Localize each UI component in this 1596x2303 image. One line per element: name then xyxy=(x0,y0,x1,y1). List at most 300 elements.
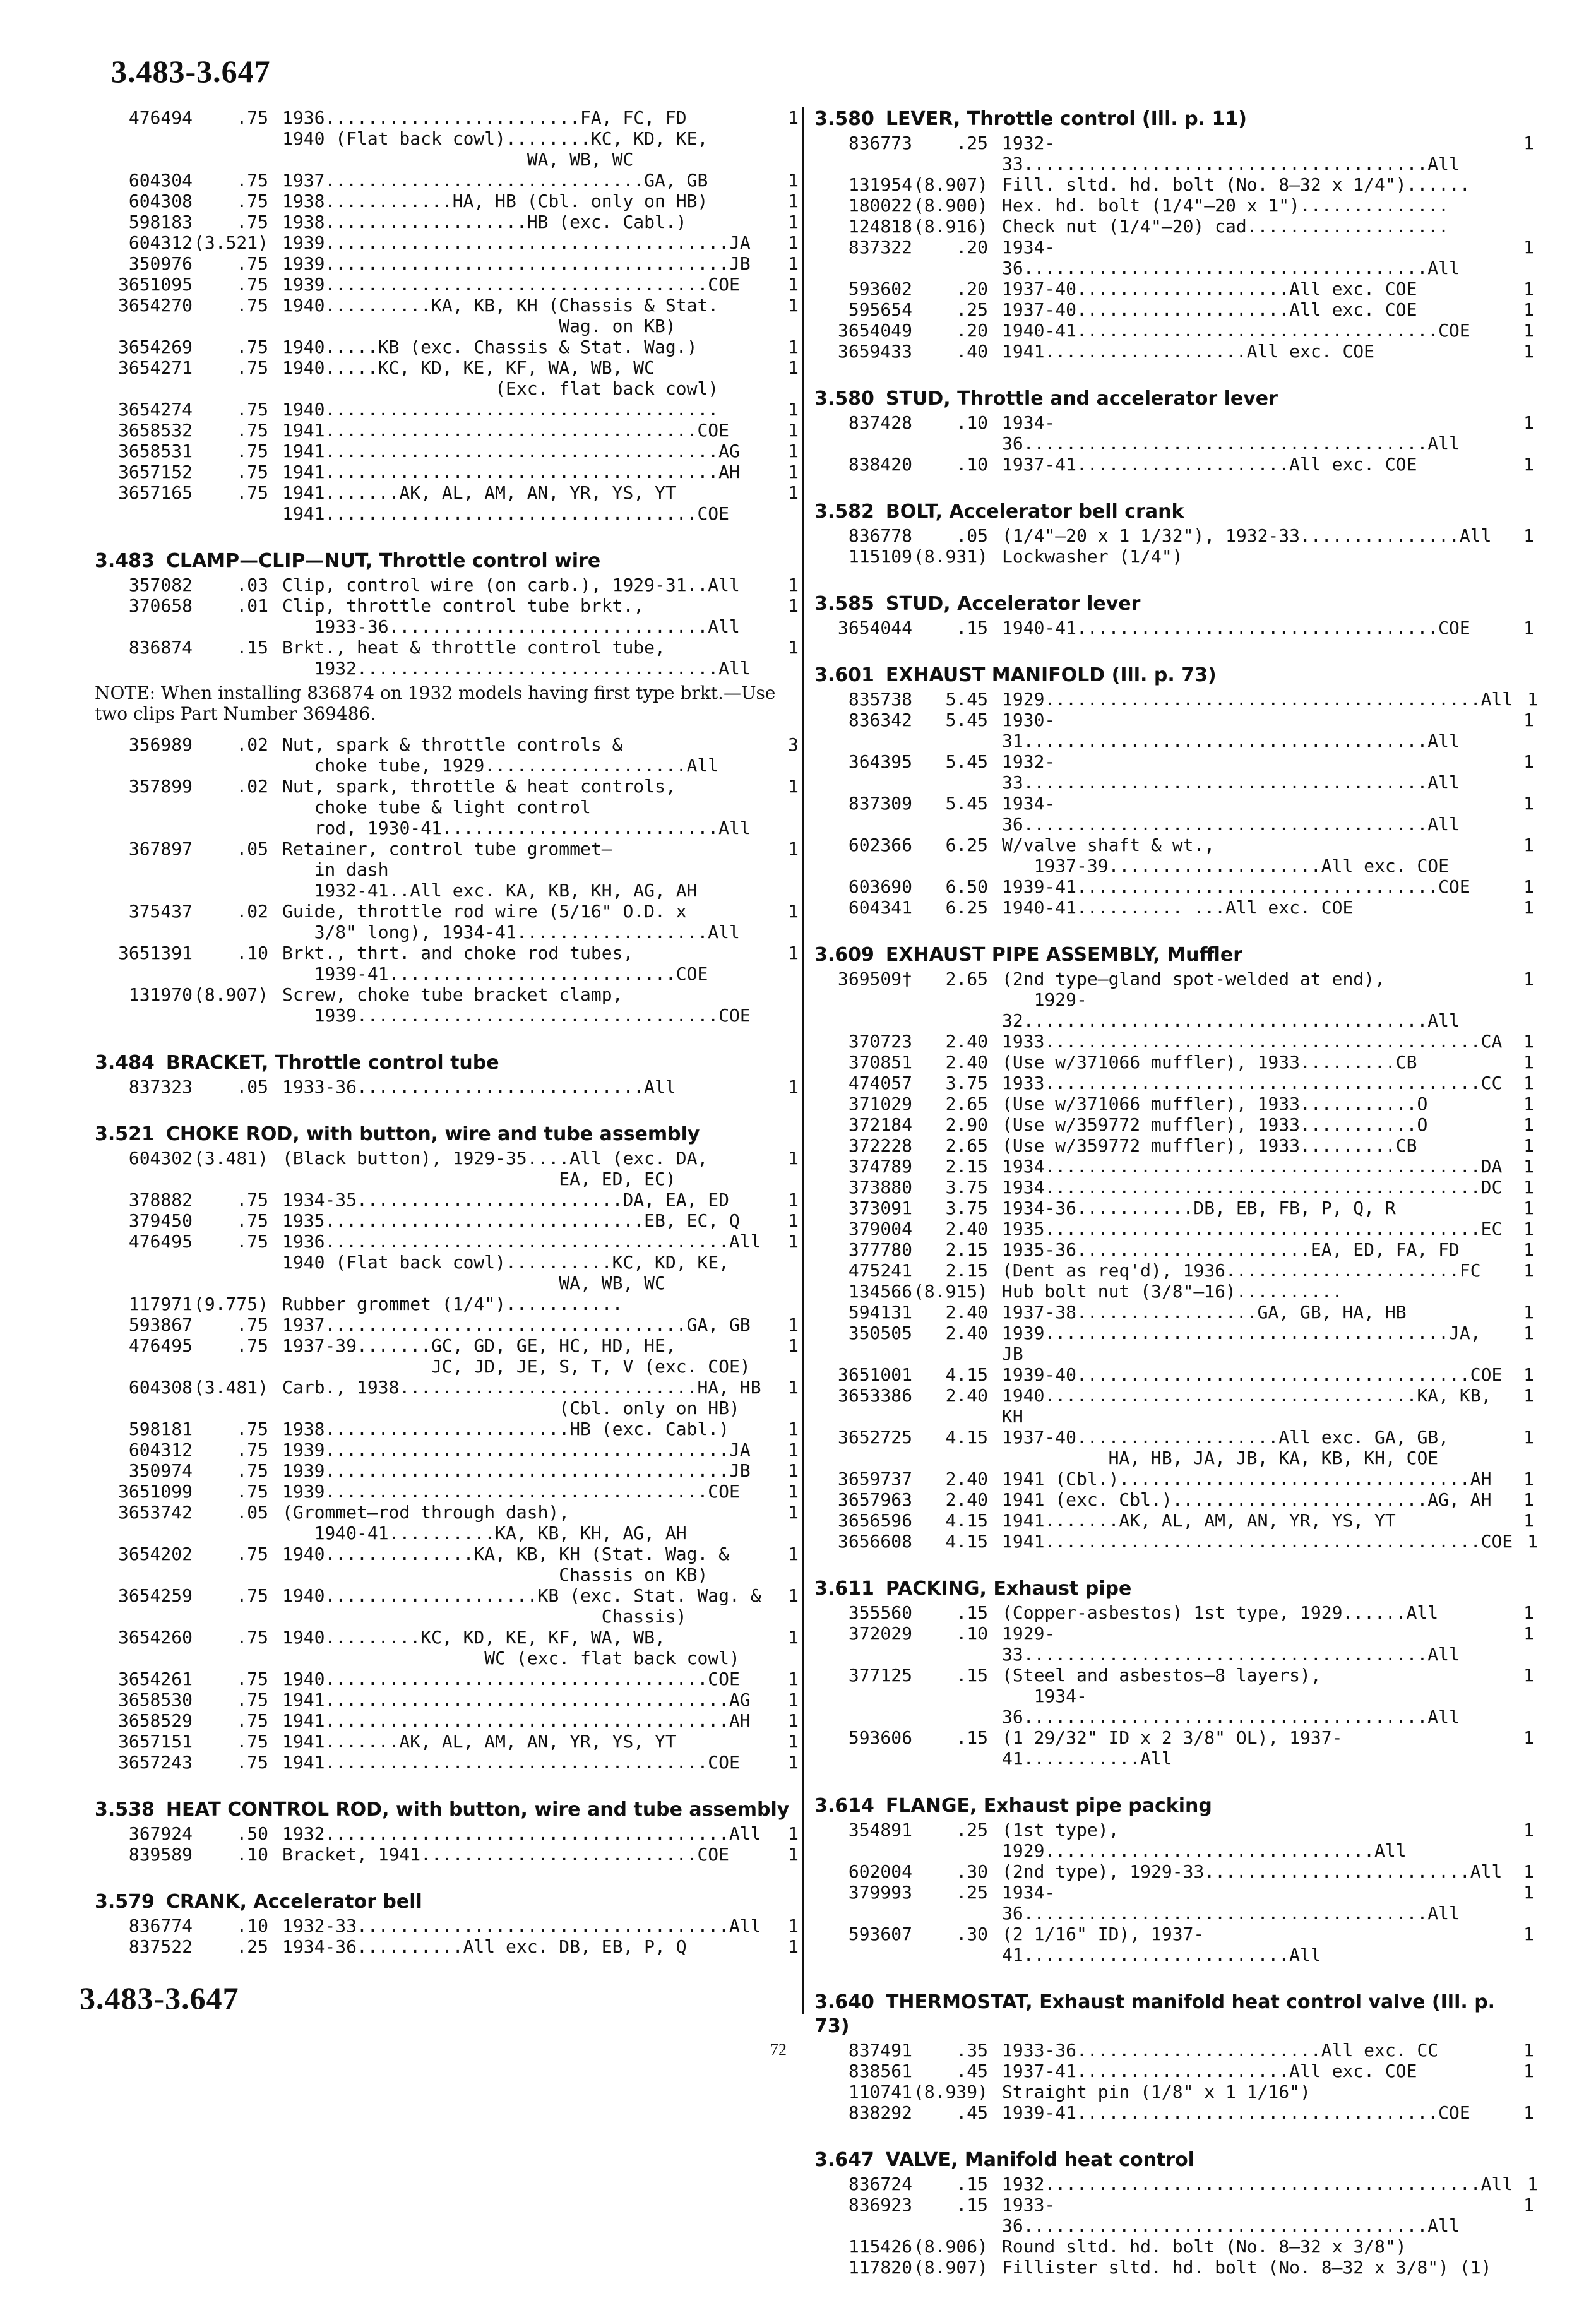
part-row xyxy=(814,1427,1534,1468)
part-price: .10 xyxy=(956,454,988,475)
part-qty: 1 xyxy=(1527,689,1539,710)
part-row xyxy=(95,984,799,1026)
part-desc: (Copper-asbestos) 1st type, 1929......All xyxy=(1002,1602,1439,1623)
part-qty: 1 xyxy=(1523,237,1534,258)
part-desc: 1940.........KC, KD, KE, KF, WA, WB, WC (exc. flat back cowl) xyxy=(282,1627,740,1669)
part-row xyxy=(814,1385,1534,1427)
part-price: (3.481) xyxy=(193,1377,268,1398)
part-qty: 1 xyxy=(1523,1323,1534,1343)
part-row xyxy=(814,1819,1534,1861)
part-qty: 1 xyxy=(1523,1135,1534,1156)
part-part: 3656596 xyxy=(837,1510,912,1531)
part-desc: 1940-41..................................COE xyxy=(1002,320,1470,341)
page-header: 3.483-3.647 xyxy=(111,54,271,89)
part-desc: (2 1/16" ID), 1937-41.........................All xyxy=(1002,1924,1321,1965)
section-title: VALVE, Manifold heat control xyxy=(885,2149,1194,2171)
part-desc: 1938.......................HB (exc. Cabl.) xyxy=(282,1419,730,1439)
part-part: 604341 xyxy=(848,897,912,918)
part-row xyxy=(95,1294,799,1314)
part-qty: 1 xyxy=(1523,1302,1534,1323)
part-price: .15 xyxy=(956,2174,988,2194)
part-desc: 1939....................................COE xyxy=(282,274,740,295)
part-price: .75 xyxy=(236,1669,268,1689)
part-row xyxy=(814,341,1534,362)
part-qty: 1 xyxy=(1523,710,1534,730)
part-desc: 1938............HA, HB (Cbl. only on HB) xyxy=(282,191,708,211)
part-qty: 1 xyxy=(1523,1427,1534,1448)
part-row xyxy=(814,1156,1534,1177)
part-row xyxy=(814,2174,1539,2194)
part-desc: 1941 (Cbl.).................................AH xyxy=(1002,1468,1492,1489)
part-row xyxy=(814,835,1534,876)
part-desc: Hex. hd. bolt (1/4"—20 x 1").............. xyxy=(1002,195,1450,216)
part-desc: Check nut (1/4"—20) cad................... xyxy=(1002,216,1450,237)
part-part: 110741 xyxy=(848,2081,912,2102)
part-row xyxy=(95,574,799,595)
part-price: (8.907) xyxy=(913,2257,988,2278)
part-price: (8.907) xyxy=(193,984,268,1005)
part-part: 3651391 xyxy=(117,943,193,963)
part-price: .15 xyxy=(236,637,268,658)
page-number: 72 xyxy=(770,2040,787,2059)
part-desc: 1932-33...................................All xyxy=(282,1915,761,1936)
part-qty: 1 xyxy=(788,1627,799,1648)
part-desc: 1932......................................All xyxy=(282,1823,761,1844)
part-price: .75 xyxy=(236,1710,268,1731)
part-qty: 1 xyxy=(788,637,799,658)
part-price: 2.40 xyxy=(945,1468,988,1489)
part-desc: 1940.....KC, KD, KE, KF, WA, WB, WC (Exc. flat back cowl) xyxy=(282,357,719,399)
part-row xyxy=(95,838,799,901)
part-part: 602004 xyxy=(848,1861,912,1882)
part-row xyxy=(95,357,799,399)
part-row xyxy=(814,320,1534,341)
part-desc: (1 29/32" ID x 2 3/8" OL), 1937-41...........All xyxy=(1002,1727,1343,1769)
part-row xyxy=(814,1135,1534,1156)
part-part: 604308 xyxy=(128,191,193,211)
part-part: 838292 xyxy=(848,2102,912,2123)
part-row xyxy=(814,133,1534,174)
part-price: .15 xyxy=(956,1727,988,1748)
part-qty: 1 xyxy=(1523,2061,1534,2081)
part-qty: 1 xyxy=(788,1731,799,1752)
part-price: 2.40 xyxy=(945,1385,988,1406)
part-desc: 1939......................................JB xyxy=(282,1460,751,1481)
section-title: THERMOSTAT, Exhaust manifold heat control valve (Ill. p. 73) xyxy=(814,1991,1496,2037)
part-qty: 1 xyxy=(788,1710,799,1731)
part-qty: 1 xyxy=(788,211,799,232)
part-row xyxy=(95,1481,799,1502)
part-part: 3657963 xyxy=(837,1489,912,1510)
part-qty: 1 xyxy=(1523,412,1534,433)
part-price: .10 xyxy=(236,943,268,963)
part-part: 3653742 xyxy=(117,1502,193,1523)
part-desc: 1941.........................................COE xyxy=(1002,1531,1513,1552)
parts-section xyxy=(814,500,1534,567)
part-qty: 1 xyxy=(1523,793,1534,814)
part-price: 2.90 xyxy=(945,1114,988,1135)
section-number: 3.580 xyxy=(814,388,874,410)
part-desc: 1940..............KA, KB, KH (Stat. Wag. & Chassis on KB) xyxy=(282,1544,730,1585)
part-part: 604304 xyxy=(128,170,193,191)
part-part: 3658530 xyxy=(117,1689,193,1710)
part-qty: 1 xyxy=(1523,897,1534,918)
part-qty: 1 xyxy=(1523,876,1534,897)
part-desc: 1940-41..................................COE xyxy=(1002,617,1470,638)
part-qty: 1 xyxy=(788,107,799,128)
part-desc: 1930-31......................................All xyxy=(1002,710,1460,751)
part-price: .75 xyxy=(236,170,268,191)
part-desc: (Use w/359772 muffler), 1933...........O xyxy=(1002,1114,1428,1135)
part-row xyxy=(814,2194,1534,2236)
part-part: 3651099 xyxy=(117,1481,193,1502)
part-desc: (Steel and asbestos—8 layers), 1934-36......................................All xyxy=(1002,1665,1460,1727)
part-qty: 1 xyxy=(1523,1156,1534,1177)
part-desc: 1939......................................JA, JB xyxy=(1002,1323,1492,1364)
part-desc: Clip, control wire (on carb.), 1929-31..All xyxy=(282,574,740,595)
section-title: BOLT, Accelerator bell crank xyxy=(885,501,1184,523)
section-heading xyxy=(814,500,1534,524)
part-desc: 1937-39.......GC, GD, GE, HC, HD, HE, JC, JD, JE, S, T, V (exc. COE) xyxy=(282,1335,751,1377)
section-heading xyxy=(95,1122,799,1146)
part-row xyxy=(95,1076,799,1097)
part-price: 2.15 xyxy=(945,1239,988,1260)
part-part: 602366 xyxy=(848,835,912,855)
part-desc: 1937-40....................All exc. COE xyxy=(1002,299,1417,320)
part-row xyxy=(814,876,1534,897)
part-row xyxy=(814,195,1534,216)
part-part: 372029 xyxy=(848,1623,912,1644)
section-number: 3.580 xyxy=(814,108,874,130)
part-price: (8.916) xyxy=(913,216,988,237)
part-desc: Clip, throttle control tube brkt., 1933-36..............................All xyxy=(282,595,740,637)
part-row xyxy=(95,1689,799,1710)
part-price: .75 xyxy=(236,211,268,232)
column-divider xyxy=(802,107,804,2014)
part-row xyxy=(95,1844,799,1865)
part-price: .75 xyxy=(236,253,268,274)
part-desc: 1936......................................All 1940 (Flat back cowl)..........KC, KD, KE, WA, WB, WC xyxy=(282,1231,761,1294)
part-row xyxy=(814,1468,1534,1489)
part-row xyxy=(814,1281,1534,1302)
part-row xyxy=(814,710,1534,751)
part-price: .75 xyxy=(236,441,268,461)
part-desc: 1940.....KB (exc. Chassis & Stat. Wag.) xyxy=(282,336,698,357)
part-price: .75 xyxy=(236,1689,268,1710)
part-qty: 1 xyxy=(1523,1093,1534,1114)
part-qty: 1 xyxy=(788,1189,799,1210)
part-part: 354891 xyxy=(848,1819,912,1840)
part-desc: 1937-41....................All exc. COE xyxy=(1002,454,1417,475)
part-part: 475241 xyxy=(848,1260,912,1281)
part-qty: 1 xyxy=(788,1915,799,1936)
part-row xyxy=(814,1052,1534,1073)
part-price: 2.40 xyxy=(945,1302,988,1323)
section-number: 3.601 xyxy=(814,664,874,686)
part-price: .15 xyxy=(956,2194,988,2215)
part-qty: 1 xyxy=(788,838,799,859)
part-desc: (Dent as req'd), 1936......................FC xyxy=(1002,1260,1481,1281)
part-desc: 1939....................................COE xyxy=(282,1481,740,1502)
part-price: 6.25 xyxy=(945,835,988,855)
section-heading xyxy=(814,387,1534,411)
part-price: .40 xyxy=(956,341,988,362)
part-row xyxy=(95,1314,799,1335)
part-row xyxy=(814,1924,1534,1965)
part-part: 3658529 xyxy=(117,1710,193,1731)
part-price: 2.40 xyxy=(945,1489,988,1510)
part-qty: 1 xyxy=(1523,1924,1534,1944)
part-row xyxy=(814,689,1539,710)
part-desc: 1941...................................COE xyxy=(282,420,730,441)
part-desc: (2nd type), 1929-33.........................All xyxy=(1002,1861,1503,1882)
part-part: 379993 xyxy=(848,1882,912,1903)
part-qty: 1 xyxy=(1523,133,1534,153)
part-price: .75 xyxy=(236,274,268,295)
part-desc: 1941.......AK, AL, AM, AN, YR, YS, YT xyxy=(282,1731,676,1752)
part-row xyxy=(95,211,799,232)
part-row xyxy=(814,1114,1534,1135)
part-row xyxy=(95,399,799,420)
part-part: 837322 xyxy=(848,237,912,258)
part-qty: 1 xyxy=(788,482,799,503)
part-part: 3659433 xyxy=(837,341,912,362)
part-price: 5.45 xyxy=(945,710,988,730)
part-qty: 1 xyxy=(1523,1665,1534,1686)
part-row xyxy=(814,2061,1534,2081)
part-part: 598183 xyxy=(128,211,193,232)
part-part: 356989 xyxy=(128,734,193,755)
part-price: 2.40 xyxy=(945,1052,988,1073)
section-number: 3.585 xyxy=(814,593,874,615)
part-row xyxy=(95,107,799,170)
part-qty: 1 xyxy=(788,357,799,378)
part-row xyxy=(814,1260,1534,1281)
part-price: (8.939) xyxy=(913,2081,988,2102)
part-qty: 1 xyxy=(1523,299,1534,320)
part-qty: 1 xyxy=(1523,1727,1534,1748)
part-part: 350974 xyxy=(128,1460,193,1481)
part-qty: 1 xyxy=(1523,1260,1534,1281)
section-title: STUD, Throttle and accelerator lever xyxy=(885,388,1278,410)
part-row xyxy=(95,441,799,461)
section-number: 3.647 xyxy=(814,2149,874,2171)
part-desc: Hub bolt nut (3/8"—16).......... xyxy=(1002,1281,1343,1302)
part-part: 364395 xyxy=(848,751,912,772)
part-qty: 1 xyxy=(788,295,799,316)
part-part: 837491 xyxy=(848,2040,912,2061)
part-desc: 1941.....................................AH xyxy=(282,461,740,482)
part-desc: 1939-40.....................................COE xyxy=(1002,1364,1503,1385)
part-part: 134566 xyxy=(848,1281,912,1302)
part-desc: Fill. sltd. hd. bolt (No. 8—32 x 1/4")...... xyxy=(1002,174,1470,195)
part-qty: 1 xyxy=(788,336,799,357)
part-row xyxy=(814,278,1534,299)
part-part: 604302 xyxy=(128,1148,193,1169)
part-row xyxy=(95,1669,799,1689)
part-price: 3.75 xyxy=(945,1073,988,1093)
part-part: 3654260 xyxy=(117,1627,193,1648)
part-part: 837522 xyxy=(128,1936,193,1957)
part-price: 2.15 xyxy=(945,1260,988,1281)
section-title: BRACKET, Throttle control tube xyxy=(165,1052,499,1074)
part-desc: 1937-38.................GA, GB, HA, HB xyxy=(1002,1302,1407,1323)
part-price: .75 xyxy=(236,357,268,378)
part-price: 2.40 xyxy=(945,1031,988,1052)
part-qty: 1 xyxy=(788,1419,799,1439)
part-qty: 1 xyxy=(1523,1239,1534,1260)
part-qty: 1 xyxy=(788,776,799,797)
part-qty: 1 xyxy=(1523,320,1534,341)
part-desc: 1940..................................... xyxy=(282,399,719,420)
part-desc: 1935-36......................EA, ED, FA, FD xyxy=(1002,1239,1460,1260)
part-part: 595654 xyxy=(848,299,912,320)
parts-section xyxy=(814,387,1534,475)
part-part: 3653386 xyxy=(837,1385,912,1406)
part-part: 367924 xyxy=(128,1823,193,1844)
part-part: 372228 xyxy=(848,1135,912,1156)
section-number: 3.484 xyxy=(95,1052,155,1074)
part-qty: 1 xyxy=(788,1544,799,1564)
section-title: LEVER, Throttle control (Ill. p. 11) xyxy=(885,108,1247,130)
section-number: 3.614 xyxy=(814,1795,874,1817)
part-row xyxy=(95,336,799,357)
part-price: .10 xyxy=(956,1623,988,1644)
part-qty: 1 xyxy=(1523,1468,1534,1489)
part-price: .75 xyxy=(236,1627,268,1648)
part-part: 3656608 xyxy=(837,1531,912,1552)
section-heading xyxy=(814,2148,1534,2172)
part-price: .75 xyxy=(236,191,268,211)
part-price: .75 xyxy=(236,420,268,441)
part-price: (3.481) xyxy=(193,1148,268,1169)
part-part: 378882 xyxy=(128,1189,193,1210)
part-part: 131954 xyxy=(848,174,912,195)
part-desc: 1934.........................................DC xyxy=(1002,1177,1503,1198)
parts-section xyxy=(95,1890,799,1957)
part-row xyxy=(95,1544,799,1585)
part-row xyxy=(95,943,799,984)
part-row xyxy=(95,1936,799,1957)
part-price: .05 xyxy=(236,1502,268,1523)
part-price: 5.45 xyxy=(945,751,988,772)
part-desc: 1934-36......................................All xyxy=(1002,412,1460,454)
part-price: .75 xyxy=(236,1481,268,1502)
part-part: 377125 xyxy=(848,1665,912,1686)
part-part: 124818 xyxy=(848,216,912,237)
part-part: 3654202 xyxy=(117,1544,193,1564)
part-part: 131970 xyxy=(128,984,193,1005)
part-desc: 1935..............................EB, EC, Q xyxy=(282,1210,740,1231)
part-qty: 1 xyxy=(788,1689,799,1710)
parts-section xyxy=(814,664,1539,918)
part-part: 379450 xyxy=(128,1210,193,1231)
part-row xyxy=(814,897,1534,918)
part-price: .25 xyxy=(236,1936,268,1957)
part-price: .15 xyxy=(956,617,988,638)
part-desc: Retainer, control tube grommet— in dash 1932-41..All exc. KA, KB, KH, AG, AH xyxy=(282,838,698,901)
part-desc: 1933-36...........................All xyxy=(282,1076,676,1097)
part-qty: 3 xyxy=(788,734,799,755)
part-desc: 1941 (exc. Cbl.)........................AG, AH xyxy=(1002,1489,1492,1510)
part-qty: 1 xyxy=(1523,617,1534,638)
part-part: 593867 xyxy=(128,1314,193,1335)
part-desc: 1941......................................AH xyxy=(282,1710,751,1731)
part-row xyxy=(814,454,1534,475)
section-title: STUD, Accelerator lever xyxy=(885,593,1141,615)
part-qty: 1 xyxy=(788,901,799,922)
part-row xyxy=(814,1531,1539,1552)
part-price: (8.931) xyxy=(913,546,988,567)
part-row xyxy=(814,1882,1534,1924)
part-desc: 1941....................................COE xyxy=(282,1752,740,1773)
part-qty: 1 xyxy=(1523,835,1534,855)
part-row xyxy=(814,793,1534,835)
part-desc: 1934.........................................DA xyxy=(1002,1156,1503,1177)
part-price: 6.25 xyxy=(945,897,988,918)
part-price: .75 xyxy=(236,1544,268,1564)
part-desc: 1934-36..........All exc. DB, EB, P, Q xyxy=(282,1936,687,1957)
part-qty: 1 xyxy=(1523,1510,1534,1531)
section-number: 3.538 xyxy=(95,1799,155,1821)
part-part: 836778 xyxy=(848,525,912,546)
part-qty: 1 xyxy=(788,441,799,461)
part-row xyxy=(814,968,1534,1031)
part-desc: 1939......................................JA xyxy=(282,1439,751,1460)
part-desc: 1939-41..................................COE xyxy=(1002,876,1470,897)
part-price: .25 xyxy=(956,299,988,320)
part-price: .75 xyxy=(236,1439,268,1460)
part-desc: 1934-36......................................All xyxy=(1002,1882,1460,1924)
part-price: (8.915) xyxy=(913,1281,988,1302)
part-row xyxy=(814,1198,1534,1218)
part-qty: 1 xyxy=(1523,1177,1534,1198)
part-desc: 1934-36...........DB, EB, FB, P, Q, R xyxy=(1002,1198,1396,1218)
part-desc: Carb., 1938............................HA, HB (Cbl. only on HB) xyxy=(282,1377,761,1419)
part-price: .01 xyxy=(236,595,268,616)
part-qty: 1 xyxy=(788,1210,799,1231)
part-price: .25 xyxy=(956,1819,988,1840)
part-desc: 1932-33......................................All xyxy=(1002,751,1460,793)
section-heading xyxy=(95,549,799,573)
part-part: 350505 xyxy=(848,1323,912,1343)
part-price: 6.50 xyxy=(945,876,988,897)
part-price: (8.906) xyxy=(913,2236,988,2257)
part-desc: 1937-40...................All exc. GA, GB, HA, HB, JA, JB, KA, KB, KH, COE xyxy=(1002,1427,1450,1468)
part-part: 3652725 xyxy=(837,1427,912,1448)
part-price: 5.45 xyxy=(945,689,988,710)
part-row xyxy=(95,170,799,191)
part-qty: 1 xyxy=(1523,968,1534,989)
part-desc: 1935.........................................EC xyxy=(1002,1218,1503,1239)
part-row xyxy=(95,295,799,336)
part-desc: 1934-35.........................DA, EA, ED xyxy=(282,1189,730,1210)
section-heading xyxy=(814,1991,1534,2038)
section-number: 3.483 xyxy=(95,550,155,572)
part-qty: 1 xyxy=(1523,1114,1534,1135)
part-desc: 1939......................................JA xyxy=(282,232,751,253)
part-row xyxy=(95,1148,799,1189)
part-desc: Round sltd. hd. bolt (No. 8—32 x 3/8") xyxy=(1002,2236,1407,2257)
section-heading xyxy=(814,107,1534,131)
part-row xyxy=(814,1323,1534,1364)
part-price: .75 xyxy=(236,1314,268,1335)
part-desc: Rubber grommet (1/4")........... xyxy=(282,1294,623,1314)
part-qty: 1 xyxy=(1523,454,1534,475)
part-qty: 1 xyxy=(1523,1623,1534,1644)
part-qty: 1 xyxy=(788,191,799,211)
part-row xyxy=(95,1823,799,1844)
